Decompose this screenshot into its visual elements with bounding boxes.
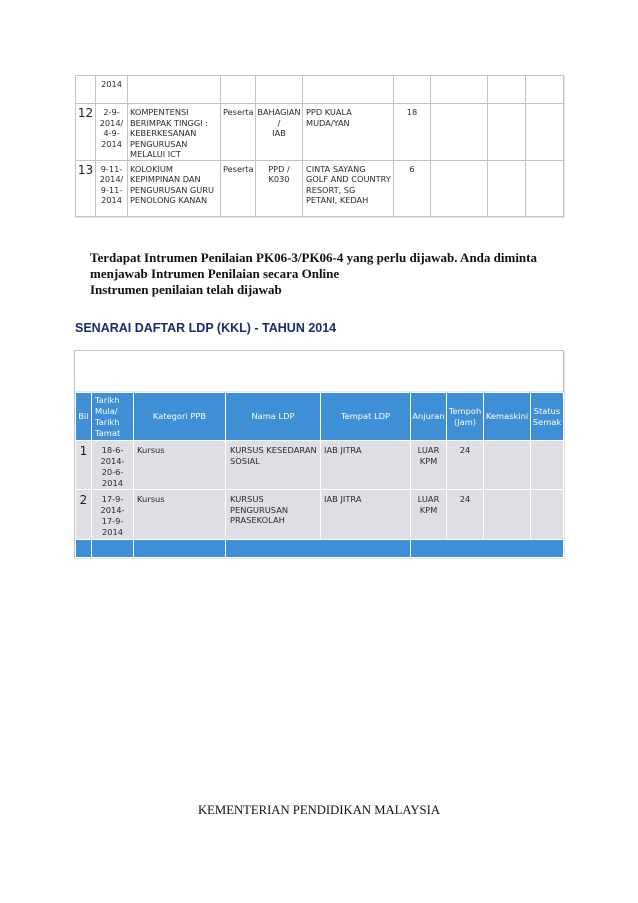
empty-cell <box>526 76 564 104</box>
programme-cell: KOMPENTENSI BERIMPAK TINGGI : KEBERKESANAN PENGURUSAN MELALUI ICT <box>128 104 221 161</box>
hours-cell: 24 <box>447 490 484 540</box>
footer-cell <box>92 540 134 558</box>
table-row <box>76 104 564 161</box>
footer-cell <box>134 540 226 558</box>
empty-cell <box>526 160 564 216</box>
empty-cell <box>526 104 564 161</box>
date-cell: 2-9- 2014/ 4-9- 2014 <box>96 104 128 161</box>
date-cell: 17-9- 2014- 17-9- 2014 <box>92 490 134 540</box>
ministry-footer: KEMENTERIAN PENDIDIKAN MALAYSIA <box>198 803 440 817</box>
notice-line: Terdapat Intrumen Penilaian PK06-3/PK06-4 yang perlu dijawab. Anda diminta <box>90 250 537 265</box>
bil-cell: 2 <box>76 490 92 540</box>
update-cell <box>484 441 531 490</box>
header-venue: Tempat LDP <box>321 393 411 441</box>
organiser-cell: PPD / K030 <box>256 160 303 216</box>
header-status: Status Semak <box>531 393 564 441</box>
bil-cell <box>76 76 96 104</box>
footer-cell <box>226 540 411 558</box>
update-cell <box>484 490 531 540</box>
notice-line: Instrumen penilaian telah dijawab <box>90 282 282 297</box>
organiser-cell: BAHAGIAN / IAB <box>256 104 303 161</box>
status-cell <box>531 441 564 490</box>
empty-cell <box>303 76 394 104</box>
empty-cell <box>128 76 221 104</box>
role-cell: Peserta <box>221 160 256 216</box>
ldp-table <box>75 392 564 558</box>
footer-cell <box>411 540 564 558</box>
empty-cell <box>394 76 431 104</box>
hours-cell: 6 <box>394 160 431 216</box>
empty-cell <box>431 104 488 161</box>
ldp-name-cell: KURSUS PENGURUSAN PRASEKOLAH <box>226 490 321 540</box>
role-cell: Peserta <box>221 104 256 161</box>
category-cell: Kursus <box>134 441 226 490</box>
header-update: Kemaskini <box>484 393 531 441</box>
table-row <box>76 76 564 104</box>
date-cell: 9-11- 2014/ 9-11- 2014 <box>96 160 128 216</box>
venue-cell: IAB JITRA <box>321 441 411 490</box>
bil-cell: 12 <box>76 104 96 161</box>
header-hours: Tempoh (Jam) <box>447 393 484 441</box>
table-caption-area <box>75 351 563 392</box>
empty-cell <box>431 160 488 216</box>
header-bil: Bil <box>76 393 92 441</box>
header-organiser: Anjuran <box>411 393 447 441</box>
assessment-notice <box>90 250 537 298</box>
date-cell: 18-6- 2014- 20-6- 2014 <box>92 441 134 490</box>
empty-cell <box>488 104 526 161</box>
status-cell <box>531 490 564 540</box>
hours-cell: 18 <box>394 104 431 161</box>
bil-cell: 13 <box>76 160 96 216</box>
venue-cell: PPD KUALA MUDA/YAN <box>303 104 394 161</box>
table-header-row <box>76 393 564 441</box>
empty-cell <box>256 76 303 104</box>
venue-cell: CINTA SAYANG GOLF AND COUNTRY RESORT, SG PETANI, KEDAH <box>303 160 394 216</box>
previous-ldp-table <box>75 75 564 217</box>
hours-cell: 24 <box>447 441 484 490</box>
header-date: Tarikh Mula/ Tarikh Tamat <box>92 393 134 441</box>
ldp-table-panel <box>74 350 564 558</box>
empty-cell <box>431 76 488 104</box>
header-name: Nama LDP <box>226 393 321 441</box>
programme-cell: KOLOKIUM KEPIMPINAN DAN PENGURUSAN GURU PENOLONG KANAN <box>128 160 221 216</box>
venue-cell: IAB JITRA <box>321 490 411 540</box>
section-title: SENARAI DAFTAR LDP (KKL) - TAHUN 2014 <box>75 321 337 335</box>
bil-cell: 1 <box>76 441 92 490</box>
category-cell: Kursus <box>134 490 226 540</box>
table-row <box>76 441 564 490</box>
organiser-cell: LUAR KPM <box>411 441 447 490</box>
date-cell: 2014 <box>96 76 128 104</box>
empty-cell <box>221 76 256 104</box>
table-footer-row <box>76 540 564 558</box>
empty-cell <box>488 76 526 104</box>
footer-cell <box>76 540 92 558</box>
table-row <box>76 490 564 540</box>
ldp-name-cell: KURSUS KESEDARAN SOSIAL <box>226 441 321 490</box>
notice-line: menjawab Intrumen Penilaian secara Online <box>90 266 340 281</box>
table-row <box>76 160 564 216</box>
header-category: Kategori PPB <box>134 393 226 441</box>
organiser-cell: LUAR KPM <box>411 490 447 540</box>
empty-cell <box>488 160 526 216</box>
